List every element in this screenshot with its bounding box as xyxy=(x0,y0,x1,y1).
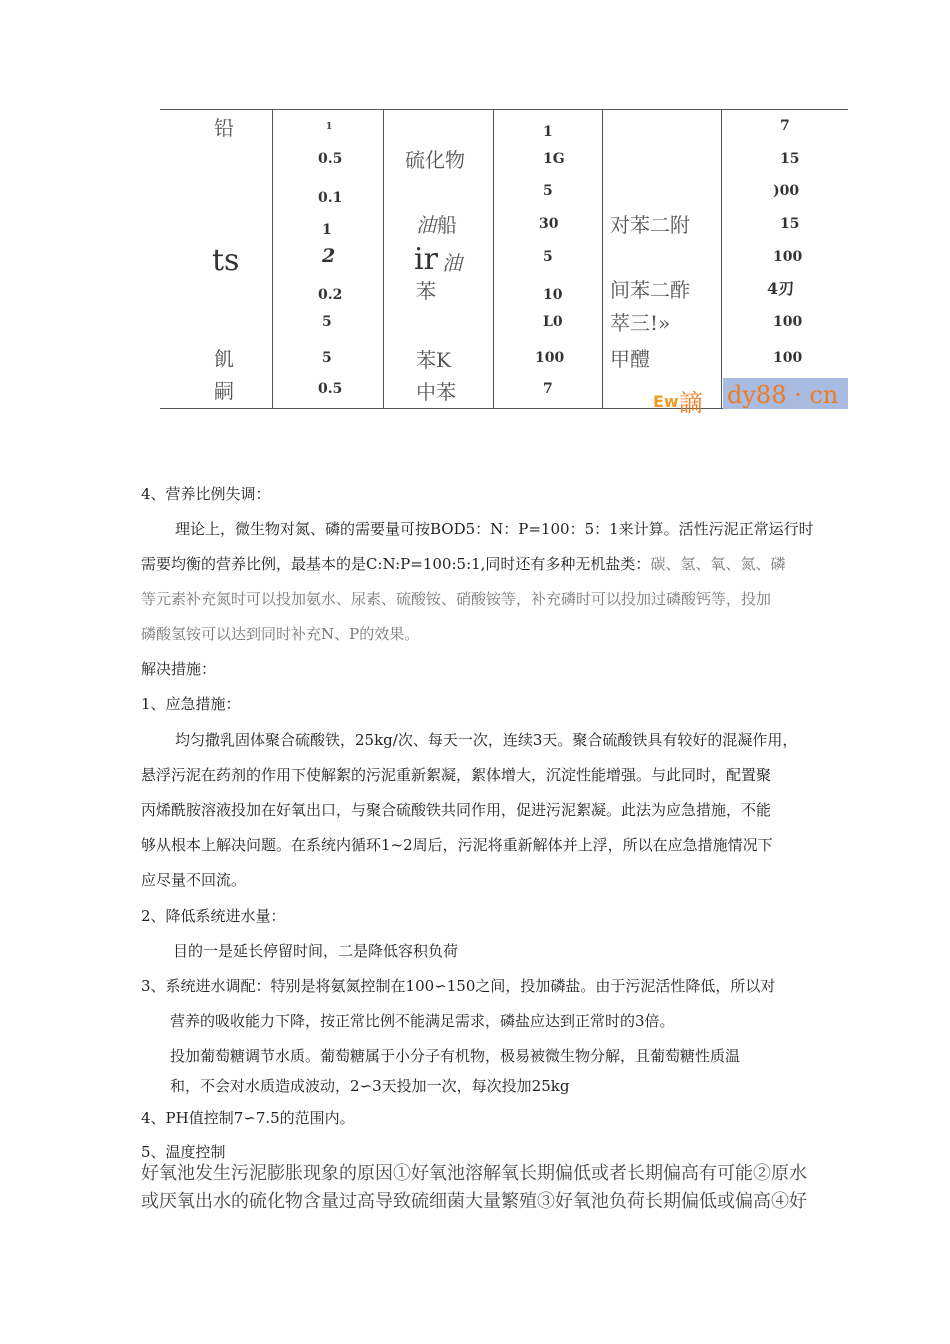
table-cell: 甲醴 xyxy=(610,347,650,371)
watermark-kanji: 謫 xyxy=(679,389,703,417)
table-cell: 硫化物 xyxy=(405,148,465,172)
table-cell: 1G xyxy=(543,151,565,167)
section-heading: 4、营养比例失调： xyxy=(141,485,271,503)
paragraph-line: 丙烯酰胺溶液投加在好氧出口，与聚合硫酸铁共同作用，促进污泥絮凝。此法为应急措施，不能 xyxy=(141,801,772,819)
table-col-divider xyxy=(493,109,494,409)
paragraph-line: 悬浮污泥在药剂的作用下使解絮的污泥重新絮凝，絮体增大，沉淀性能增强。与此同时，配置聚 xyxy=(141,766,772,784)
table-cell: ts xyxy=(212,243,240,278)
table-cell: 1 xyxy=(326,122,333,132)
section-heading: 1、应急措施： xyxy=(141,695,241,713)
table-cell: 0.5 xyxy=(318,151,343,167)
table-cell: 油 xyxy=(416,213,436,237)
table-cell: 15 xyxy=(780,216,800,232)
table-cell: 苯 xyxy=(416,279,436,303)
table-cell: 7 xyxy=(780,118,790,134)
table-cell: 对苯二附 xyxy=(610,213,690,237)
table-cell: 2 xyxy=(322,245,336,267)
table-col-divider xyxy=(602,109,603,409)
paragraph-line: 和，不会对水质造成波动，2∽3天投加一次，每次投加25kg xyxy=(170,1077,570,1095)
table-cell: 15 xyxy=(780,151,800,167)
table-cell: ir xyxy=(414,242,438,277)
watermark-prefix: Ew xyxy=(653,392,679,411)
data-table xyxy=(160,109,848,417)
paragraph-line: 需要均衡的营养比例，最基本的是C:N:P=100:5:1,同时还有多种无机盐类：碳、氢、氧、氮、磷 xyxy=(141,555,786,573)
table-cell: 嗣 xyxy=(214,379,234,403)
paragraph-line: 磷酸氢铵可以达到同时补充N、P的效果。 xyxy=(141,625,420,643)
table-cell: 5 xyxy=(322,350,332,366)
section-heading: 3、系统进水调配：特别是将氨氮控制在100∽150之间，投加磷盐。由于污泥活性降低，所以对 xyxy=(141,977,776,995)
table-cell: 间苯二酢 xyxy=(610,278,690,302)
table-cell: )00 xyxy=(773,183,800,199)
table-cell: 5 xyxy=(322,314,332,330)
table-cell: 100 xyxy=(773,314,803,330)
table-cell: 苯K xyxy=(416,348,451,372)
table-cell: 30 xyxy=(539,216,559,232)
table-cell: 1 xyxy=(543,124,553,140)
paragraph-line: 或厌氧出水的硫化物含量过高导致硫细菌大量繁殖③好氧池负荷长期偏低或偏高④好 xyxy=(141,1191,807,1212)
paragraph-line: 目的一是延长停留时间，二是降低容积负荷 xyxy=(173,942,459,960)
table-col-divider xyxy=(383,109,384,409)
paragraph-line: 投加葡萄糖调节水质。葡萄糖属于小分子有机物，极易被微生物分解，且葡萄糖性质温 xyxy=(170,1047,741,1065)
table-cell: 100 xyxy=(535,350,565,366)
paragraph-line: 等元素补充氮时可以投加氨水、尿素、硫酸铵、硝酸铵等，补充磷时可以投加过磷酸钙等，投加 xyxy=(141,590,772,608)
table-col-divider xyxy=(272,109,273,409)
table-cell: 油 xyxy=(442,251,462,275)
section-heading: 4、PH值控制7∽7.5的范围内。 xyxy=(141,1109,355,1127)
paragraph-line: 均匀撒乳固体聚合硫酸铁，25kg/次、每天一次，连续3天。聚合硫酸铁具有较好的混凝作用， xyxy=(175,731,798,749)
paragraph-line: 够从根本上解决问题。在系统内循环1~2周后，污泥将重新解体并上浮，所以在应急措施情况下 xyxy=(141,836,773,854)
table-cell: 5 xyxy=(543,183,553,199)
table-cell: 铅 xyxy=(214,116,234,140)
table-cell: 中苯 xyxy=(416,380,456,404)
table-cell: 100 xyxy=(773,350,803,366)
table-cell: L0 xyxy=(543,314,563,330)
table-cell: 1 xyxy=(322,222,332,238)
table-cell: 7 xyxy=(543,381,553,397)
table-cell: 10 xyxy=(543,287,563,303)
paragraph-line: 好氧池发生污泥膨胀现象的原因①好氧池溶解氧长期偏低或者长期偏高有可能②原水 xyxy=(141,1163,807,1184)
table-cell: 飢 xyxy=(214,347,234,371)
table-cell: 船 xyxy=(437,213,457,237)
table-cell: 5 xyxy=(543,249,553,265)
table-cell: 0.1 xyxy=(318,190,343,206)
table-cell: 0.2 xyxy=(318,287,343,303)
section-heading: 5、温度控制 xyxy=(141,1143,226,1161)
paragraph-line: 理论上，微生物对氮、磷的需要量可按BOD5：N：P=100：5：1来计算。活性污泥正常运行时 xyxy=(175,520,814,538)
table-cell: 100 xyxy=(773,249,803,265)
table-col-divider xyxy=(721,109,722,409)
section-heading: 解决措施： xyxy=(141,660,217,678)
table-cell: 萃三!» xyxy=(610,311,671,335)
watermark-url[interactable]: dy88 · cn xyxy=(727,381,839,409)
paragraph-line: 营养的吸收能力下降，按正常比例不能满足需求，磷盐应达到正常时的3倍。 xyxy=(170,1012,675,1030)
table-cell: 0.5 xyxy=(318,381,343,397)
section-heading: 2、降低系统进水量： xyxy=(141,907,286,925)
table-cell: 4刃 xyxy=(767,279,795,298)
paragraph-line: 应尽量不回流。 xyxy=(141,871,247,889)
table-top-border xyxy=(160,109,848,110)
